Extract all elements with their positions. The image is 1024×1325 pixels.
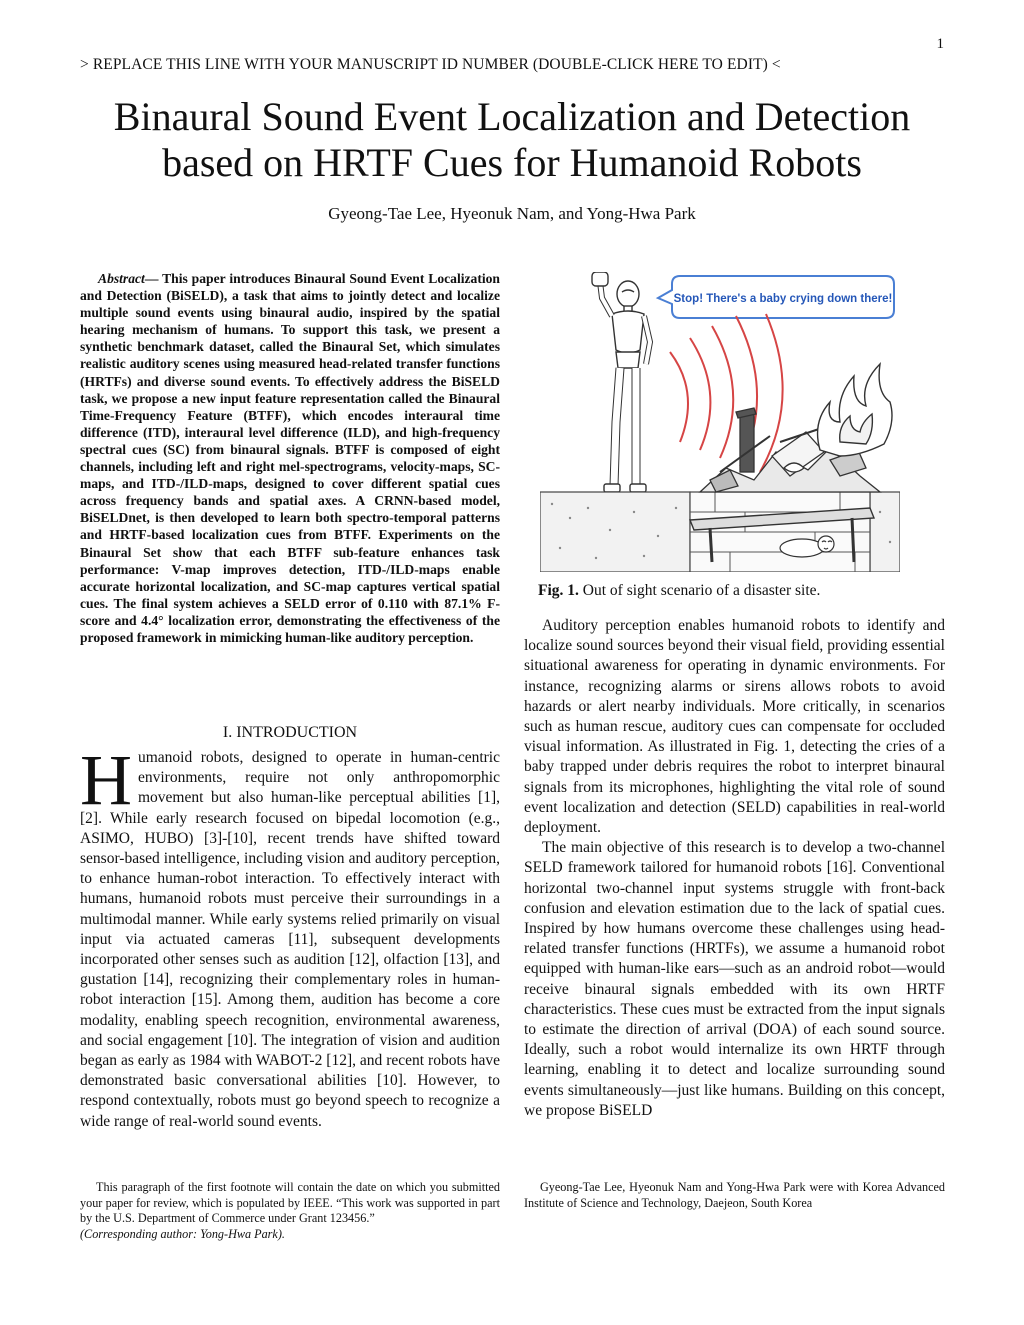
footnote-right bbox=[524, 1180, 945, 1211]
manuscript-id-line[interactable]: > REPLACE THIS LINE WITH YOUR MANUSCRIPT ID NUMBER (DOUBLE-CLICK HERE TO EDIT) < bbox=[80, 56, 781, 73]
introduction-text bbox=[80, 740, 500, 1132]
title-line-1: Binaural Sound Event Localization and Detection bbox=[113, 94, 911, 139]
paragraph-main-objective: The main objective of this research is to develop a two-channel SELD framework tailored for humanoid robots [16]. Conventional horizontal two-channel input systems struggle with front-back confusion and elevation estimation due to the lack of spatial cues. Inspired by how humans overcome these challenges using head-related transfer functions (HRTFs), we assume a humanoid robot equipped with human-like ears—such as an android robot—would receive binaural signals embedded with its own HRTF characteristics. These cues must be extracted from the input signals to estimate the direction of arrival (DOA) of each sound source. Ideally, such a robot would internalize its own HRTF through learning, enabling it to detect and localize surrounding sound events simultaneously—just like humans. Building on this concept, we propose BiSELD bbox=[524, 839, 945, 1119]
paragraph-auditory-perception: Auditory perception enables humanoid robots to identify and localize sound sources beyond their visual field, providing essential situational awareness for operating in dynamic environments. For instance, recognizing alarms or sirens allows robots to avoid hazards or alert nearby individuals. More critically, in scenarios such as human rescue, auditory cues can compensate for occluded visual information. As illustrated in Fig. 1, detecting the cries of a baby trapped under debris requires the robot to interpret binaural signals from its microphones, highlighting the vital role of sound event localization and detection (SELD) capabilities in real-world deployment. bbox=[524, 617, 945, 837]
speech-bubble bbox=[658, 276, 894, 318]
speech-bubble-text: Stop! There's a baby crying down there! bbox=[673, 293, 893, 305]
abstract-text: This paper introduces Binaural Sound Event Localization and Detection (BiSELD), a task that aims to jointly detect and localize multiple sound events using binaural audio, inspired by the spatial hearing mechanism of humans. To support this task, we present a synthetic benchmark dataset, called the Binaural Set, which simulates realistic auditory scenes using measured head-related transfer functions (HRTFs) and diverse sound events. To effectively address the BiSELD task, we propose a new input feature representation called the Binaural Time-Frequency Feature (BTFF), which encodes interaural time difference (ITD), interaural level difference (ILD), and high-frequency spectral cues (SC) from binaural signals. BTFF is composed of eight channels, including left and right mel-spectrograms, velocity-maps, SC-maps, and ITD-/ILD-maps, designed to cover different spatial cues across frequency bands and spatial axes. A CRNN-based model, BiSELDnet, is then developed to learn both spectro-temporal patterns and HRTF-based localization cues from BTFF. Experiments on the Binaural Set show that each BTFF sub-feature enhances task performance: V-map improves detection, ITD-/ILD-maps enable accurate horizontal localization, and SC-map captures vertical spatial cues. The final system achieves a SELD error of 0.110 with 87.1% F-score and 4.4° localization error, demonstrating the effectiveness of the proposed framework in mimicking human-like auditory perception. bbox=[80, 271, 500, 645]
figure-caption-label: Fig. 1. bbox=[538, 582, 579, 599]
section-heading-introduction: I. INTRODUCTION bbox=[222, 724, 358, 741]
figure-caption bbox=[538, 582, 820, 600]
abstract-dash: — bbox=[144, 271, 159, 286]
abstract bbox=[80, 270, 500, 646]
page-number: 1 bbox=[936, 36, 944, 52]
footnote-affiliation: Gyeong-Tae Lee, Hyeonuk Nam and Yong-Hwa Park were with Korea Advanced Institute of Science and Technology, Daejeon, South Korea bbox=[524, 1180, 945, 1210]
abstract-label: Abstract bbox=[98, 271, 145, 286]
paper-title bbox=[60, 94, 964, 186]
author-list: Gyeong-Tae Lee, Hyeonuk Nam, and Yong-Hwa Park bbox=[328, 204, 696, 223]
sound-waves-icon bbox=[670, 314, 783, 472]
drop-cap: H bbox=[80, 740, 132, 820]
figure-disaster-scene bbox=[540, 272, 900, 572]
footnote-corresponding-author: (Corresponding author: Yong-Hwa Park). bbox=[80, 1226, 285, 1241]
title-line-2: based on HRTF Cues for Humanoid Robots bbox=[162, 140, 862, 185]
fire-icon bbox=[818, 364, 892, 456]
intro-paragraph: umanoid robots, designed to operate in human-centric environments, require not only anthropomorphic movement but also human-like perceptual abilities [1], [2]. While early research focused on bipedal locomotion (e.g., ASIMO, HUBO) [3]-[10], recent trends have shifted toward sensor-based intelligence, including vision and auditory perception, to enhance human-robot interaction. To effectively interact with humans, humanoid robots must perceive their surroundings in a multimodal manner. While early systems relied primarily on visual input via actuated cameras [11], subsequent developments incorporated other senses such as audition [12], olfaction [13], and gustation [14], recognizing their complementary roles in human-robot interaction [15]. Among them, audition has become a core modality, enabling speech recognition, environmental awareness, and social engagement [10]. The integration of vision and audition began as early as 1984 with WABOT-2 [12], and recent robots have demonstrated basic conversational abilities [10]. However, to respond contextually, robots must go beyond speech to recognize a wide range of real-world sound events. bbox=[80, 749, 500, 1130]
footnote-left bbox=[80, 1180, 500, 1242]
right-column-text bbox=[524, 616, 945, 1121]
humanoid-robot-icon bbox=[592, 272, 650, 492]
footnote-submission: This paragraph of the first footnote will contain the date on which you submitted your paper for review, which is populated by IEEE. “This work was supported in part by the U.S. Department of Commerce under Grant 123456.” bbox=[80, 1180, 500, 1226]
figure-caption-text: Out of sight scenario of a disaster site. bbox=[578, 582, 821, 599]
